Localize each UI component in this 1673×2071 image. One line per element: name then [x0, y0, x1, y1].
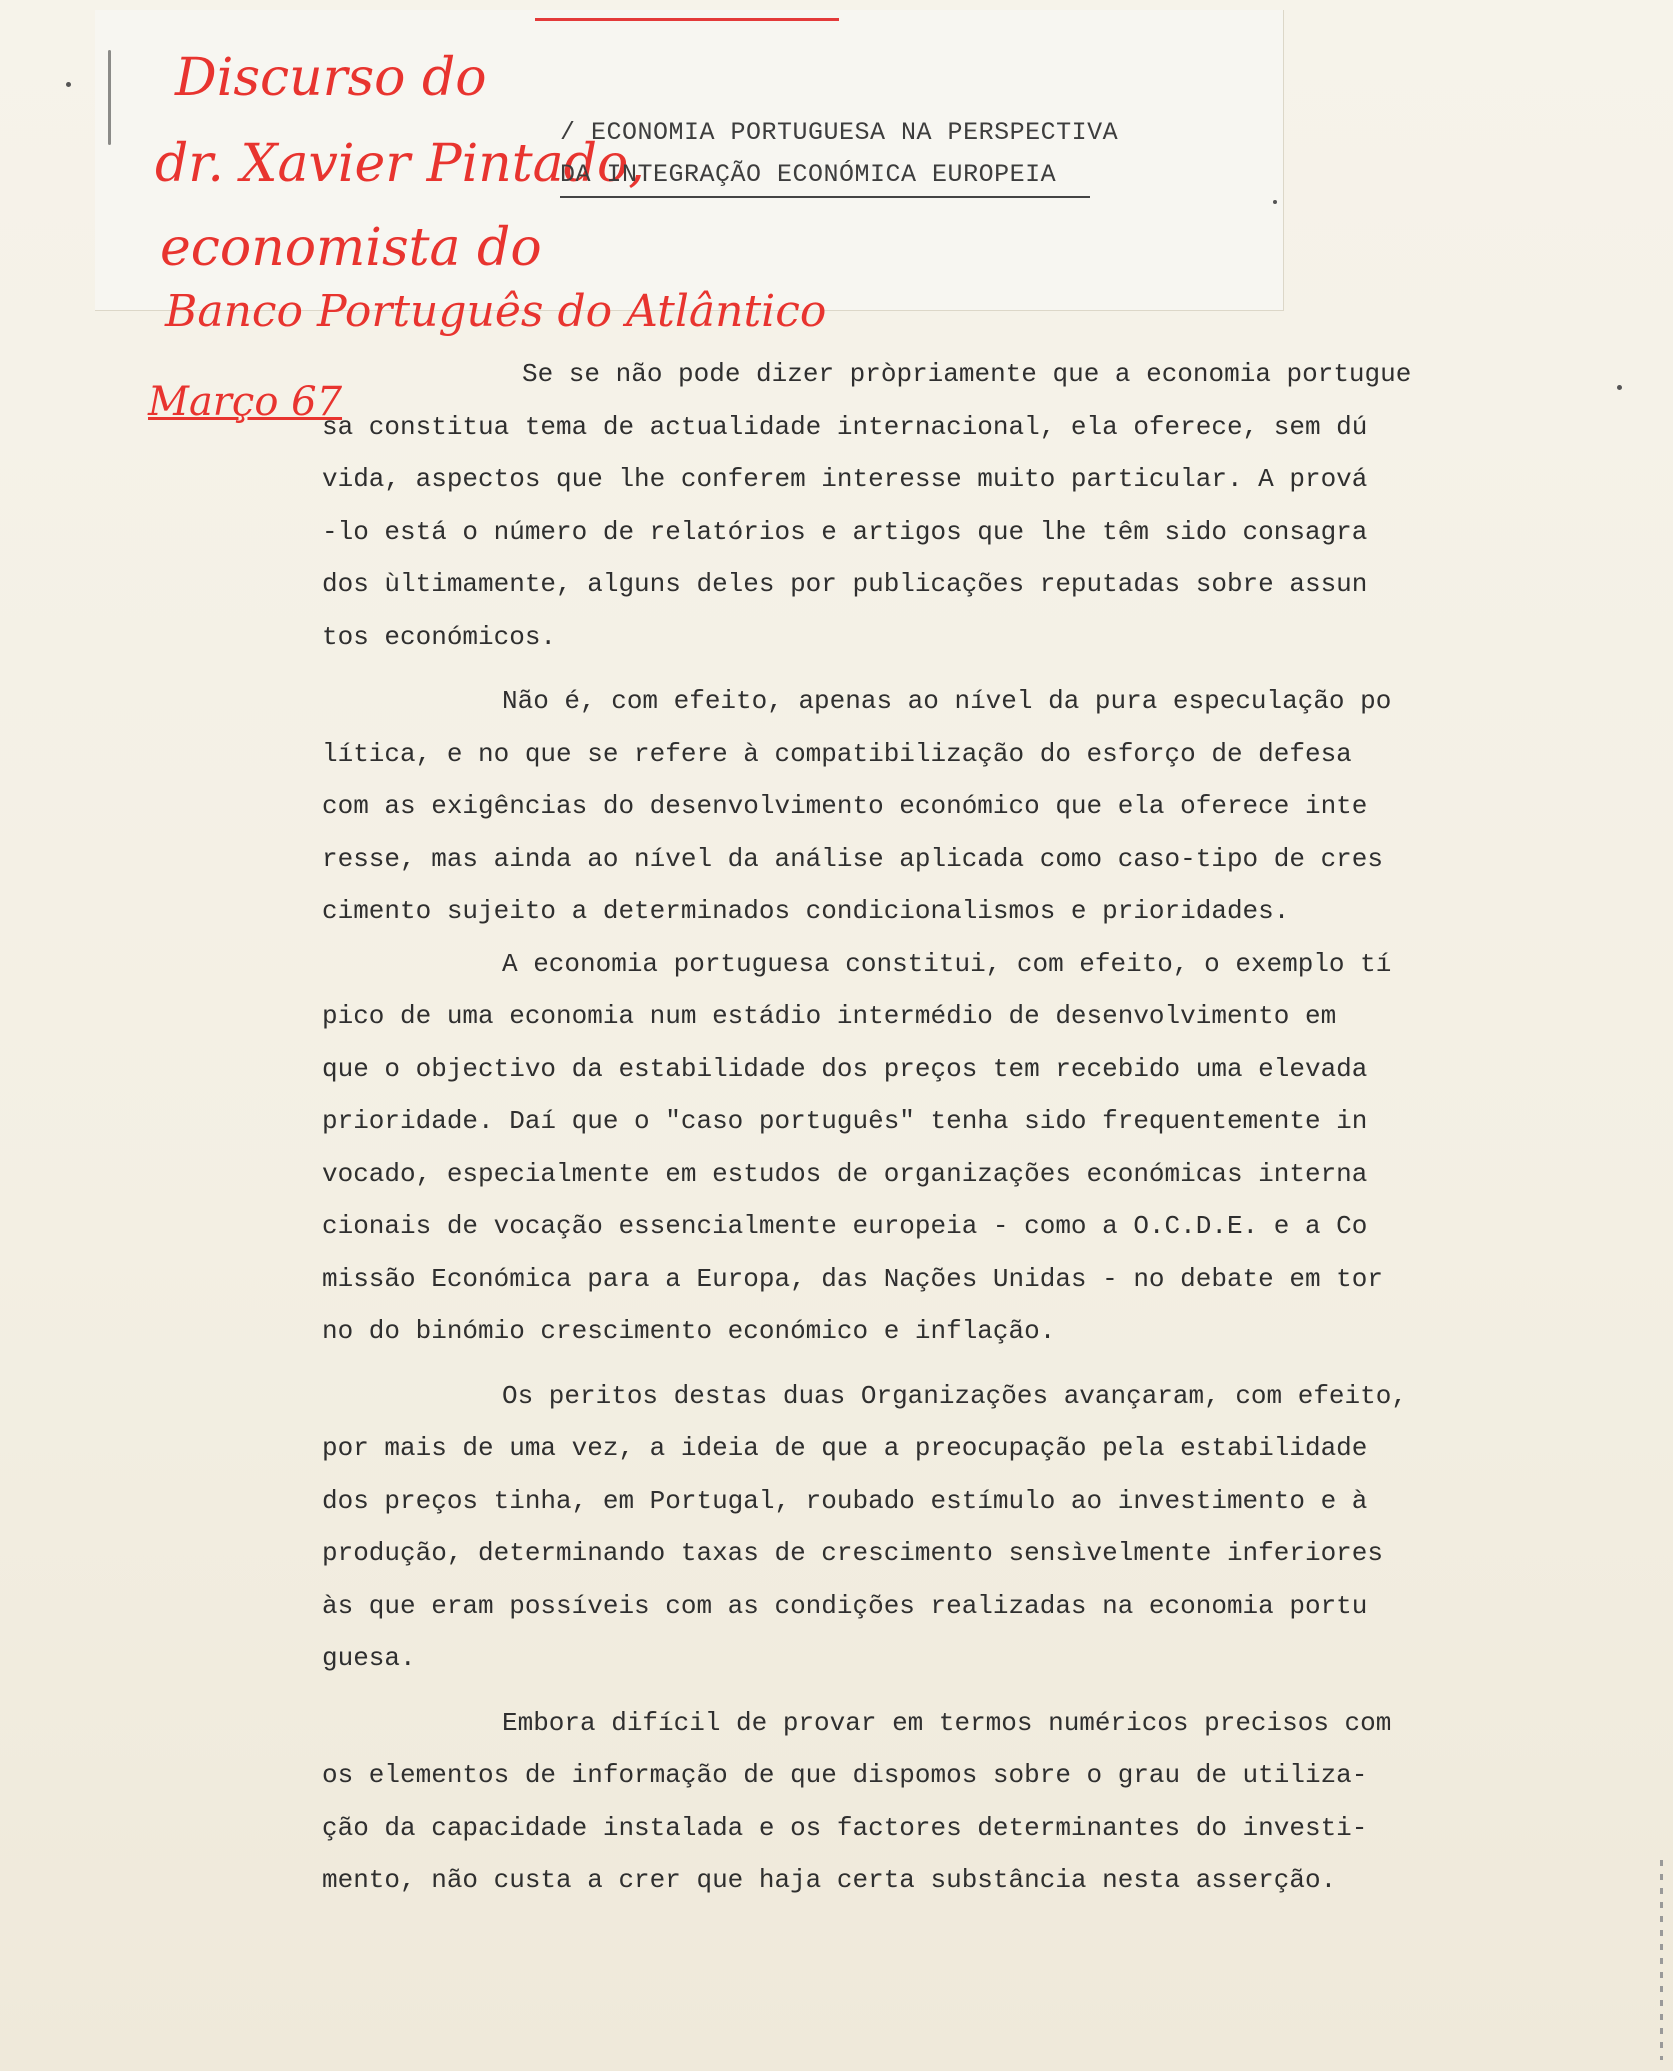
page-edge-mark: [1660, 1860, 1663, 2060]
ink-dot: [66, 82, 71, 87]
paragraph-5: [322, 1697, 1542, 1907]
handwritten-note-line-4: Banco Português do Atlântico: [165, 286, 827, 337]
text-line: dos ùltimamente, alguns deles por publicações reputadas sobre assun: [322, 569, 1368, 599]
staple-mark: [108, 50, 111, 145]
text-line: no do binómio crescimento económico e inflação.: [322, 1316, 1056, 1346]
text-line: os elementos de informação de que dispomos sobre o grau de utiliza-: [322, 1760, 1368, 1790]
red-rule-mark: [535, 18, 839, 21]
text-line: prioridade. Daí que o "caso português" tenha sido frequentemente in: [322, 1106, 1368, 1136]
paragraph-2: [322, 675, 1542, 938]
ink-dot: [1617, 385, 1622, 390]
text-line: vocado, especialmente em estudos de organizações económicas interna: [322, 1158, 1368, 1189]
handwritten-note-line-2: dr. Xavier Pintado,: [155, 134, 645, 194]
text-line: ção da capacidade instalada e os factores determinantes do investi-: [322, 1812, 1368, 1843]
text-line: pico de uma economia num estádio intermédio de desenvolvimento em: [322, 1001, 1337, 1031]
text-line: Se se não pode dizer pròpriamente que a economia portugue: [522, 359, 1412, 389]
document-body: [322, 348, 1542, 1907]
handwritten-date: Março 67: [148, 379, 343, 425]
text-line: missão Económica para a Europa, das Nações Unidas - no debate em tor: [322, 1263, 1383, 1294]
paragraph-1: [322, 348, 1542, 663]
text-line: cionais de vocação essencialmente europeia - como a O.C.D.E. e a Co: [322, 1211, 1368, 1241]
text-line: produção, determinando taxas de crescimento sensìvelmente inferiores: [322, 1538, 1383, 1568]
ink-dot: [1273, 200, 1277, 204]
text-line: Os peritos destas duas Organizações avançaram, com efeito,: [502, 1380, 1407, 1411]
paragraph-4: [322, 1370, 1542, 1685]
title-line-1: / ECONOMIA PORTUGUESA NA PERSPECTIVA: [560, 118, 1119, 147]
text-line: mento, não custa a crer que haja certa substância nesta asserção.: [322, 1865, 1337, 1895]
title-line-2: DA INTEGRAÇÃO ECONÓMICA EUROPEIA: [560, 154, 1090, 198]
text-line: Não é, com efeito, apenas ao nível da pura especulação po: [502, 686, 1392, 716]
text-line: resse, mas ainda ao nível da análise aplicada como caso-tipo de cres: [322, 843, 1383, 874]
text-line: -lo está o número de relatórios e artigos que lhe têm sido consagra: [322, 516, 1368, 547]
text-line: A economia portuguesa constitui, com efeito, o exemplo tí: [502, 948, 1392, 979]
document-title: [560, 112, 1260, 198]
handwritten-note-line-1: Discurso do: [175, 48, 487, 108]
handwritten-note-line-3: economista do: [160, 218, 542, 278]
text-line: às que eram possíveis com as condições realizadas na economia portu: [322, 1590, 1368, 1621]
text-line: guesa.: [322, 1643, 416, 1673]
text-line: que o objectivo da estabilidade dos preços tem recebido uma elevada: [322, 1053, 1368, 1084]
text-line: Embora difícil de provar em termos numéricos precisos com: [502, 1707, 1392, 1738]
text-line: por mais de uma vez, a ideia de que a preocupação pela estabilidade: [322, 1433, 1368, 1463]
text-line: com as exigências do desenvolvimento económico que ela oferece inte: [322, 791, 1368, 821]
text-line: vida, aspectos que lhe conferem interesse muito particular. A prová: [322, 464, 1368, 494]
text-line: tos económicos.: [322, 621, 557, 652]
text-line: sa constitua tema de actualidade internacional, ela oferece, sem dú: [322, 411, 1368, 442]
text-line: dos preços tinha, em Portugal, roubado estímulo ao investimento e à: [322, 1485, 1368, 1516]
paragraph-3: [322, 938, 1542, 1358]
text-line: lítica, e no que se refere à compatibilização do esforço de defesa: [322, 738, 1352, 769]
text-line: cimento sujeito a determinados condicionalismos e prioridades.: [322, 896, 1290, 926]
